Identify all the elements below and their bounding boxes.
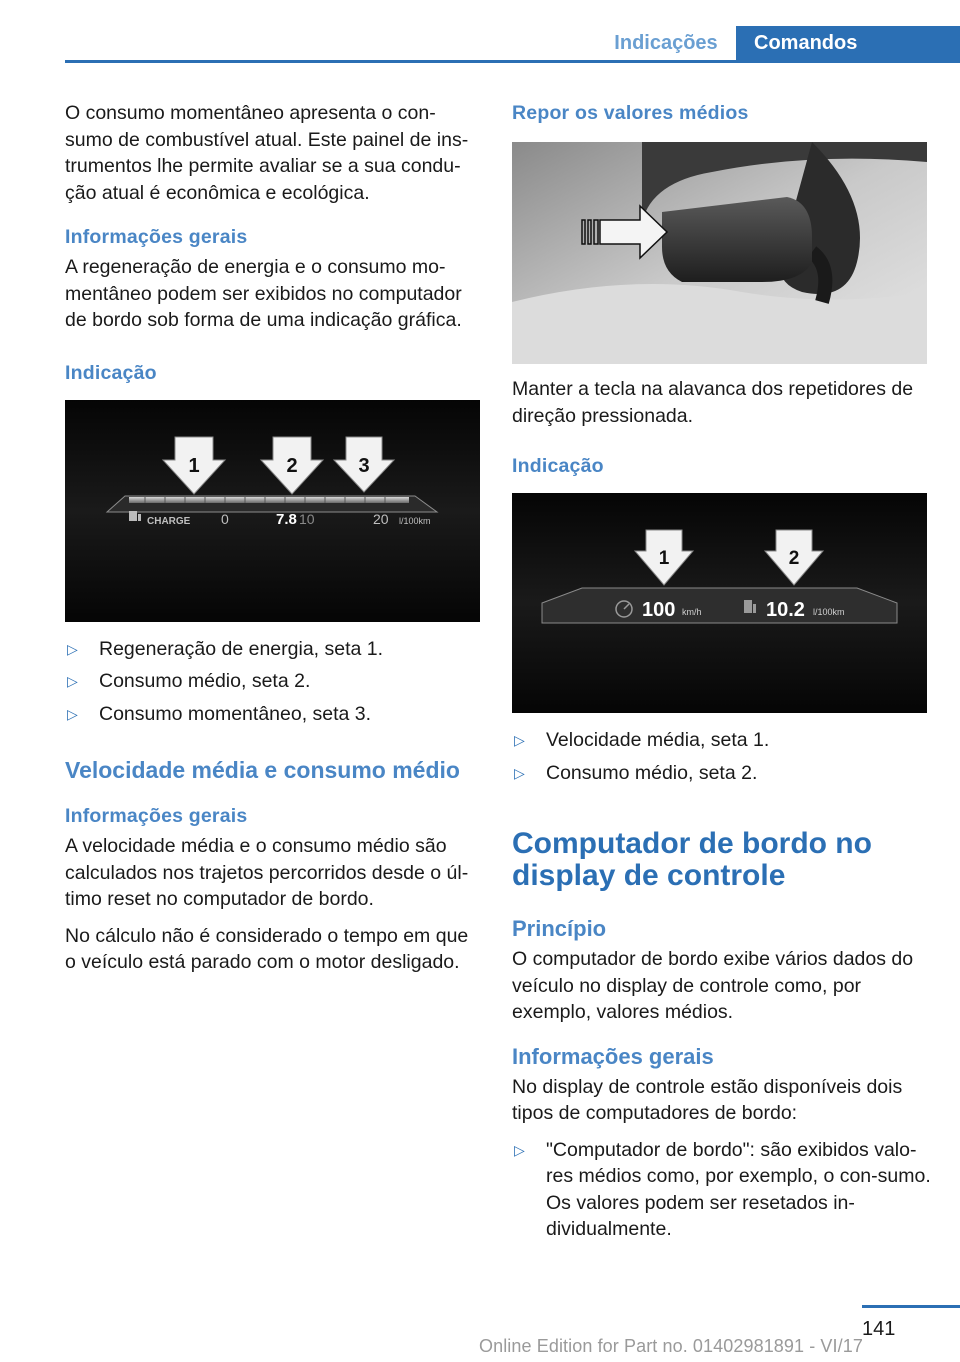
page-number-rule xyxy=(862,1305,960,1308)
arrow-1-label: 1 xyxy=(188,454,200,477)
intro-paragraph: O consumo momentâneo apresenta o con-sumo de combustível atual. Este painel de ins-trumentos lhe permite avaliar se a sua condu-ção atual é econômica e ecológica. xyxy=(65,102,469,204)
arrow-2-label: 2 xyxy=(286,454,298,477)
right-column xyxy=(512,100,932,1243)
triangle-bullet-icon: ▷ xyxy=(514,1141,525,1158)
list-item: ▷ Velocidade média, seta 1. xyxy=(514,729,770,751)
list-item: ▷ Consumo médio, seta 2. xyxy=(514,761,758,784)
section-heading-computer: Computador de bordo no display de controle xyxy=(512,827,872,892)
list-item: ▷ Regeneração de energia, seta 1. xyxy=(67,637,384,660)
left-list xyxy=(65,636,483,728)
info2-paragraph-2: No cálculo não é considerado o tempo em que o veículo está parado com o motor desligado. xyxy=(65,924,469,973)
indicacao-heading: Indicação xyxy=(65,361,157,384)
scale-zero: 0 xyxy=(221,510,229,527)
principle-paragraph: O computador de bordo exibe vários dados do veículo no display de controle como, por exemplo, valores médios. xyxy=(512,948,914,1023)
display-image-1 xyxy=(65,400,480,622)
speed-value: 100 xyxy=(642,599,676,621)
reset-heading: Repor os valores médios xyxy=(512,102,749,124)
edition-footer: Online Edition for Part no. 01402981891 - VI/17 xyxy=(479,1336,863,1356)
info2-heading: Informações gerais xyxy=(65,805,248,827)
indicacao-heading-right: Indicação xyxy=(512,455,604,477)
scale-ten: 10 xyxy=(299,510,315,527)
triangle-bullet-icon: ▷ xyxy=(67,705,78,722)
scale-twenty: 20 xyxy=(373,510,389,527)
triangle-bullet-icon: ▷ xyxy=(514,764,525,781)
speed-unit: km/h xyxy=(682,607,702,617)
section-heading-average: Velocidade média e consumo médio xyxy=(65,757,460,783)
info-paragraph: A regeneração de energia e o consumo mo-mentâneo podem ser exibidos no computador de bordo sob forma de uma indicação gráfica. xyxy=(65,256,462,331)
right-list-2 xyxy=(512,1137,932,1243)
triangle-bullet-icon: ▷ xyxy=(514,732,525,748)
reset-paragraph: Manter a tecla na alavanca dos repetidores de direção pressionada. xyxy=(512,378,914,427)
display-image-2 xyxy=(512,493,927,713)
principle-heading: Princípio xyxy=(512,916,607,941)
triangle-bullet-icon: ▷ xyxy=(67,673,78,689)
consumption-value: 10.2 xyxy=(766,599,805,621)
tab-comandos[interactable]: Comandos xyxy=(736,26,960,63)
list-item: ▷ Consumo médio, seta 2. xyxy=(67,670,311,692)
charge-label: CHARGE xyxy=(147,515,191,527)
tab-indicacoes[interactable]: Indicações xyxy=(614,32,718,54)
info-paragraph-right: No display de controle estão disponíveis dois tipos de computadores de bordo: xyxy=(512,1075,903,1124)
arrow-3-label: 3 xyxy=(358,454,370,477)
triangle-bullet-icon: ▷ xyxy=(67,640,78,657)
info-heading: Informações gerais xyxy=(65,226,248,248)
left-column xyxy=(65,100,483,986)
page-number: 141 xyxy=(862,1318,896,1340)
right-list xyxy=(512,727,932,786)
list-item: ▷ Consumo momentâneo, seta 3. xyxy=(67,702,372,725)
list-item: ▷ "Computador de bordo": são exibidos valo-res médios como, por exemplo, o con-sumo. Os valores podem ser resetados in-dividualmente. xyxy=(514,1138,931,1240)
unit-label: l/100km xyxy=(399,515,431,526)
arrow-2-label: 2 xyxy=(788,548,800,569)
consumption-value: 7.8 xyxy=(276,510,297,528)
info2-paragraph: A velocidade média e o consumo médio são calculados nos trajetos percorridos desde o úl-timo reset no computador de bordo. xyxy=(65,835,469,910)
arrow-1-label: 1 xyxy=(658,548,670,569)
lever-image xyxy=(512,142,927,364)
info-heading-right: Informações gerais xyxy=(512,1043,714,1069)
consumption-unit: l/100km xyxy=(813,607,845,617)
